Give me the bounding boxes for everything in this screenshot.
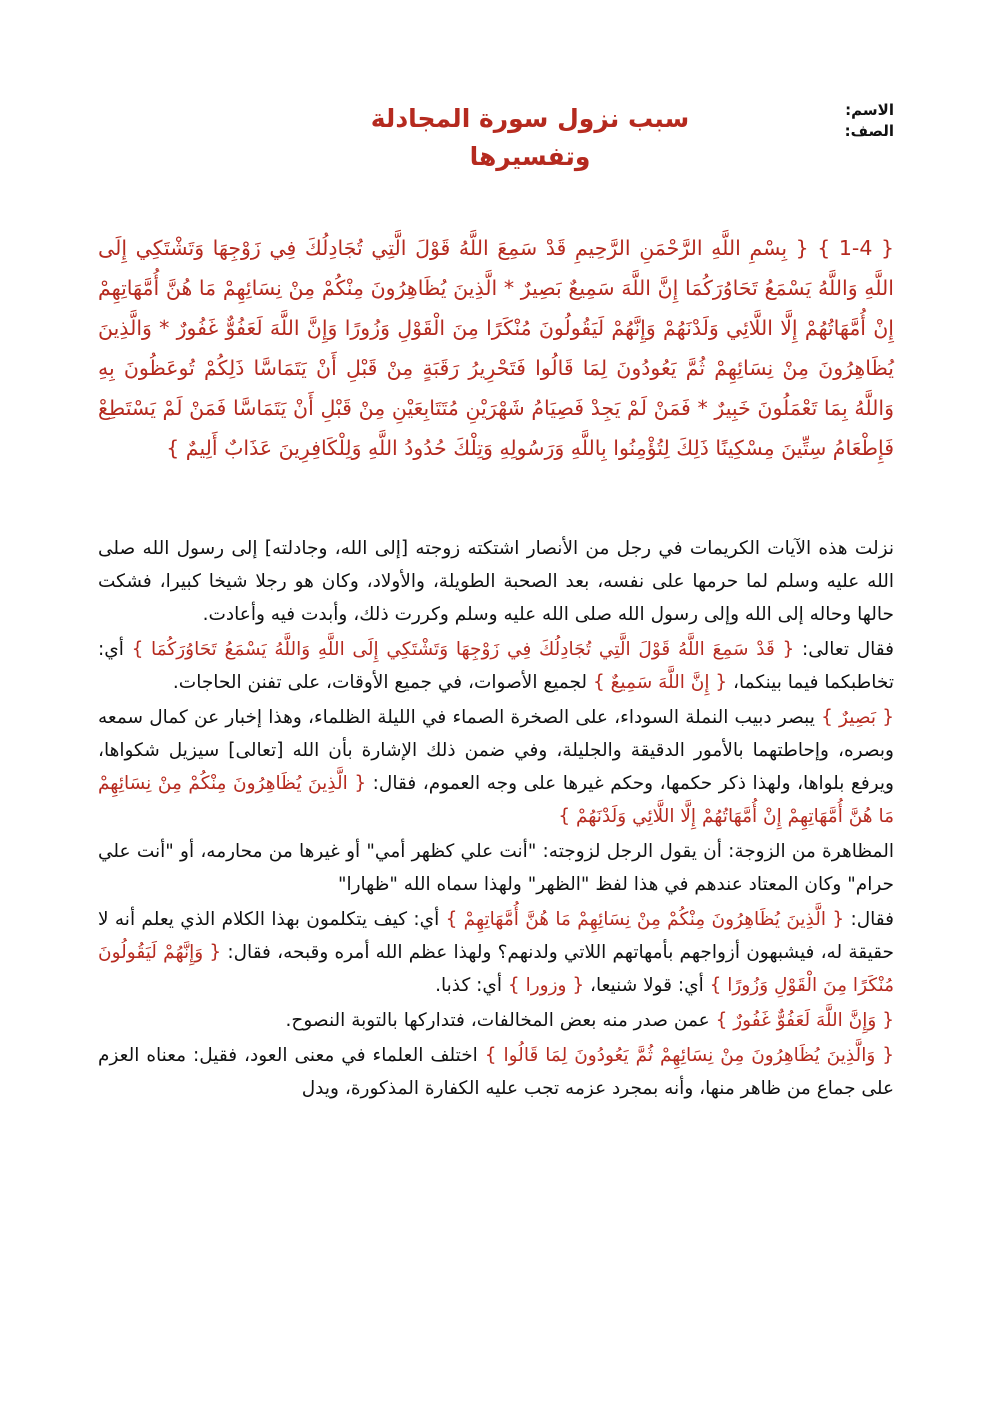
- text-segment: أي: كذبا.: [435, 975, 508, 996]
- tafsir-body: [98, 532, 894, 1107]
- verse-quote: { وَالَّذِينَ يُظَاهِرُونَ مِنْ نِسَائِهِمْ ثُمَّ يَعُودُونَ لِمَا قَالُوا }: [484, 1045, 895, 1066]
- text-segment: فقال:: [844, 909, 894, 930]
- text-segment: أي: كيف يتكلمون بهذا الكلام الذي يعلم أنه لا حقيقة له، فيشبهون أزواجهم بأمهاتهم اللاتي ولدنهم؟ ولهذا عظم الله أمره وقبحه، فقال:: [98, 909, 894, 963]
- title-line-2: وتفسيرها: [469, 142, 591, 171]
- verse-quote: { قَدْ سَمِعَ اللَّهُ قَوْلَ الَّتِي تُجَادِلُكَ فِي زَوْجِهَا وَتَشْتَكِي إِلَى اللَّهِ وَاللَّهُ يَسْمَعُ تَحَاوُرَكُمَا }: [131, 639, 795, 660]
- name-label: الاسم:: [845, 101, 894, 119]
- title-line-1: سبب نزول سورة المجادلة: [370, 104, 690, 133]
- text-segment: اختلف العلماء في معنى العود، فقيل: معناه العزم على جماع من ظاهر منها، وأنه بمجرد عزمه تجب عليه الكفارة المذكورة، ويدل: [98, 1045, 894, 1099]
- paragraph-zihar-ruling: [98, 903, 894, 1002]
- verse-quote: { وزورا }: [507, 975, 585, 996]
- student-info: [845, 100, 894, 142]
- verse-quote: { وَإِنَّ اللَّهَ لَعَفُوٌّ غَفُورٌ }: [715, 1010, 894, 1031]
- paragraph-seeing: [98, 701, 894, 833]
- paragraph-revelation: نزلت هذه الآيات الكريمات في رجل من الأنصار اشتكته زوجته [إلى الله، وجادلته] إلى رسول الله صلى الله عليه وسلم لما حرمها على نفسه، بعد الصحبة الطويلة، والأولاد، وكان هو رجلا شيخا كبيرا، فشكت حالها وحاله إلى الله وإلى رسول الله صلى الله عليه وسلم وكررت ذلك، وأبدت فيه وأعادت.: [98, 538, 894, 625]
- verse-quote: { إِنَّ اللَّهَ سَمِيعٌ }: [592, 672, 728, 693]
- paragraph-forgiveness: [98, 1004, 894, 1037]
- verse-quote: { الَّذِينَ يُظَاهِرُونَ مِنْكُمْ مِنْ نِسَائِهِمْ مَا هُنَّ أُمَّهَاتِهِمْ }: [445, 909, 845, 930]
- text-segment: أي: تخاطبكما فيما بينكما،: [98, 639, 894, 693]
- text-segment: أي: قولا شنيعا،: [584, 975, 710, 996]
- paragraph-heard: [98, 633, 894, 699]
- verse-quote: { وَإِنَّهُمْ لَيَقُولُونَ مُنْكَرًا مِنَ الْقَوْلِ وَزُورًا }: [98, 942, 894, 996]
- page-title: [290, 100, 770, 176]
- class-label: الصف:: [844, 122, 894, 140]
- quran-verses: { 1-4 } { بِسْمِ اللَّهِ الرَّحْمَنِ الرَّحِيمِ قَدْ سَمِعَ اللَّهُ قَوْلَ الَّتِي تُجَادِلُكَ فِي زَوْجِهَا وَتَشْتَكِي إِلَى اللَّهِ وَاللَّهُ يَسْمَعُ تَحَاوُرَكُمَا إِنَّ اللَّهَ سَمِيعٌ بَصِيرٌ * الَّذِينَ يُظَاهِرُونَ مِنْكُمْ مِنْ نِسَائِهِمْ مَا هُنَّ أُمَّهَاتِهِمْ إِنْ أُمَّهَاتُهُمْ إِلَّا اللَّائِي وَلَدْنَهُمْ وَإِنَّهُمْ لَيَقُولُونَ مُنْكَرًا مِنَ الْقَوْلِ وَزُورًا وَإِنَّ اللَّهَ لَعَفُوٌّ غَفُورٌ * وَالَّذِينَ يُظَاهِرُونَ مِنْ نِسَائِهِمْ ثُمَّ يَعُودُونَ لِمَا قَالُوا فَتَحْرِيرُ رَقَبَةٍ مِنْ قَبْلِ أَنْ يَتَمَاسَّا ذَلِكُمْ تُوعَظُونَ بِهِ وَاللَّهُ بِمَا تَعْمَلُونَ خَبِيرٌ * فَمَنْ لَمْ يَجِدْ فَصِيَامُ شَهْرَيْنِ مُتَتَابِعَيْنِ مِنْ قَبْلِ أَنْ يَتَمَاسَّا فَمَنْ لَمْ يَسْتَطِعْ فَإِطْعَامُ سِتِّينَ مِسْكِينًا ذَلِكَ لِتُؤْمِنُوا بِاللَّهِ وَرَسُولِهِ وَتِلْكَ حُدُودُ اللَّهِ وَلِلْكَافِرِينَ عَذَابٌ أَلِيمٌ }: [98, 236, 894, 460]
- verse-quote: { بَصِيرٌ }: [821, 707, 894, 728]
- verse-quote: { الَّذِينَ يُظَاهِرُونَ مِنْكُمْ مِنْ نِسَائِهِمْ مَا هُنَّ أُمَّهَاتِهِمْ إِنْ أُمَّهَاتُهُمْ إِلَّا اللَّائِي وَلَدْنَهُمْ }: [98, 773, 894, 827]
- paragraph-zihar-definition: المظاهرة من الزوجة: أن يقول الرجل لزوجته: "أنت علي كظهر أمي" أو غيرها من محارمه، أو "أنت علي حرام" وكان المعتاد عندهم في هذا لفظ "الظهر" ولهذا سماه الله "ظهارا": [98, 841, 894, 895]
- paragraph-return: [98, 1039, 894, 1105]
- text-segment: عمن صدر منه بعض المخالفات، فتداركها بالتوبة النصوح.: [285, 1010, 716, 1031]
- text-segment: فقال تعالى:: [794, 639, 895, 660]
- text-segment: لجميع الأصوات، في جميع الأوقات، على تفنن الحاجات.: [172, 672, 593, 693]
- text-segment: يبصر دبيب النملة السوداء، على الصخرة الصماء في الليلة الظلماء، وهذا إخبار عن كمال سمعه وبصره، وإحاطتهما بالأمور الدقيقة والجليلة، وفي ضمن ذلك الإشارة بأن الله [تعالى] سيزيل شكواها، ويرفع بلواها، ولهذا ذكر حكمها، وحكم غيرها على وجه العموم، فقال:: [98, 707, 894, 794]
